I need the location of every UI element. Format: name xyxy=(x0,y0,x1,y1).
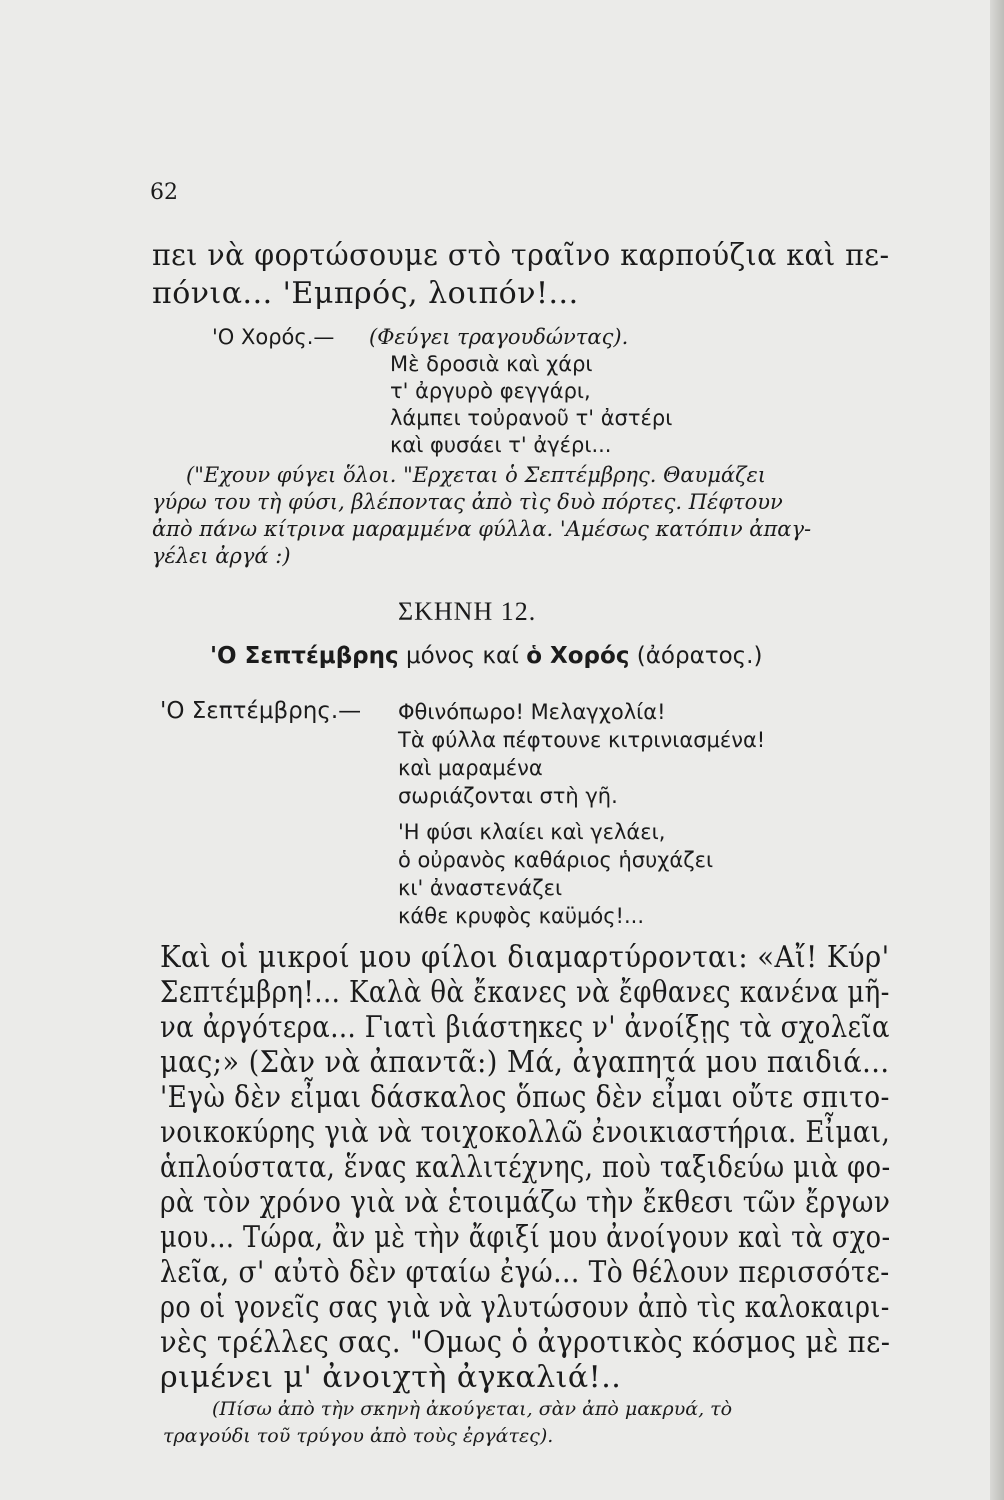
poem-line: κι' ἀναστενάζει xyxy=(398,876,563,900)
page-edge xyxy=(990,0,1004,1500)
intro-line: πει νὰ φορτώσουμε στὸ τραῖνο καρπούζια καὶ πε- xyxy=(152,238,890,273)
cast-alone: μόνος καί xyxy=(398,643,527,669)
chorus-speaker: 'Ο Χορός.— xyxy=(212,325,335,349)
body-line: λεῖα, σ' αὐτὸ δὲν φταίω ἐγώ... Τὸ θέλουν περισσότε- xyxy=(160,1255,890,1290)
poem-line: Φθινόπωρο! Μελαγχολία! xyxy=(398,700,666,724)
stage-direction-line: γέλει ἀργά :) xyxy=(152,544,291,568)
closing-direction-line: τραγούδι τοῦ τρύγου ἀπὸ τοὺς ἐργάτες). xyxy=(163,1425,554,1447)
page-number: 62 xyxy=(150,180,178,205)
body-line: να ἀργότερα... Γιατὶ βιάστηκες ν' ἀνοίξῃς τὰ σχολεῖα xyxy=(160,1010,890,1045)
stage-direction-line: ("Εχουν φύγει ὅλοι. "Ερχεται ὁ Σεπτέμβρης. Θαυμάζει xyxy=(186,463,767,487)
body-line: νὲς τρέλλες σας. "Ομως ὁ ἀγροτικὸς κόσμος μὲ πε- xyxy=(160,1325,891,1360)
cast-invisible: (ἀόρατος.) xyxy=(629,643,763,669)
body-line: μας;» (Σὰν νὰ ἀπαντᾶ:) Μά, ἀγαπητά μου παιδιά... xyxy=(160,1045,890,1080)
september-speaker: 'Ο Σεπτέμβρης.— xyxy=(160,698,362,724)
stage-direction-line: γύρω του τὴ φύσι, βλέποντας ἀπὸ τὶς δυὸ πόρτες. Πέφτουν xyxy=(152,490,783,514)
poem-line: 'Η φύσι κλαίει καὶ γελάει, xyxy=(398,820,666,844)
body-line: ἁπλούστατα, ἕνας καλλιτέχνης, ποὺ ταξιδεύω μιὰ φο- xyxy=(160,1150,891,1185)
poem-line: καὶ μαραμένα xyxy=(398,756,543,780)
chorus-song-line: καὶ φυσάει τ' ἀγέρι... xyxy=(390,433,612,457)
scene-cast xyxy=(210,643,762,669)
poem-line: Τὰ φύλλα πέφτουνε κιτρινιασμένα! xyxy=(398,728,766,752)
body-line: Καὶ οἱ μικροί μου φίλοι διαμαρτύρονται: «Αἴ! Κύρ' xyxy=(160,940,890,975)
chorus-song-line: τ' ἀργυρὸ φεγγάρι, xyxy=(390,379,591,403)
scene-heading: ΣΚΗΝΗ 12. xyxy=(398,597,537,626)
body-line: ριμένει μ' ἀνοιχτὴ ἀγκαλιά!.. xyxy=(160,1360,622,1395)
poem-line: κάθε κρυφὸς καϋμός!... xyxy=(398,904,645,928)
cast-september: 'Ο Σεπτέμβρης xyxy=(210,643,399,669)
body-line: 'Εγὼ δὲν εἶμαι δάσκαλος ὅπως δὲν εἶμαι οὔτε σπιτο- xyxy=(160,1080,890,1115)
body-line: μου... Τώρα, ἂν μὲ τὴν ἄφιξί μου ἀνοίγουν καὶ τὰ σχο- xyxy=(160,1220,891,1255)
chorus-direction: (Φεύγει τραγουδώντας). xyxy=(369,325,629,349)
body-line: ρο οἱ γονεῖς σας γιὰ νὰ γλυτώσουν ἀπὸ τὶς καλοκαιρι- xyxy=(160,1290,890,1325)
intro-line: πόνια... 'Εμπρός, λοιπόν!... xyxy=(152,276,579,311)
body-line: Σεπτέμβρη!... Καλὰ θὰ ἔκανες νὰ ἔφθανες κανένα μῆ- xyxy=(160,975,890,1010)
chorus-song-line: Μὲ δροσιὰ καὶ χάρι xyxy=(390,352,593,376)
cast-chorus: ὁ Χορός xyxy=(526,643,630,669)
stage-direction-line: ἀπὸ πάνω κίτρινα μαραμμένα φύλλα. 'Αμέσως κατόπιν ἀπαγ- xyxy=(152,517,812,541)
poem-line: ὁ οὐρανὸς καθάριος ἡσυχάζει xyxy=(398,848,714,872)
body-line: νοικοκύρης γιὰ νὰ τοιχοκολλῶ ἐνοικιαστήρια. Εἶμαι, xyxy=(160,1115,891,1150)
chorus-song-line: λάμπει τοὐρανοῦ τ' ἀστέρι xyxy=(390,406,673,430)
poem-line: σωριάζονται στὴ γῆ. xyxy=(398,784,618,808)
closing-direction-line: (Πίσω ἀπὸ τὴν σκηνὴ ἀκούγεται, σὰν ἀπὸ μακρυά, τὸ xyxy=(212,1398,733,1420)
body-line: ρὰ τὸν χρόνο γιὰ νὰ ἑτοιμάζω τὴν ἔκθεσι τῶν ἔργων xyxy=(160,1185,891,1220)
